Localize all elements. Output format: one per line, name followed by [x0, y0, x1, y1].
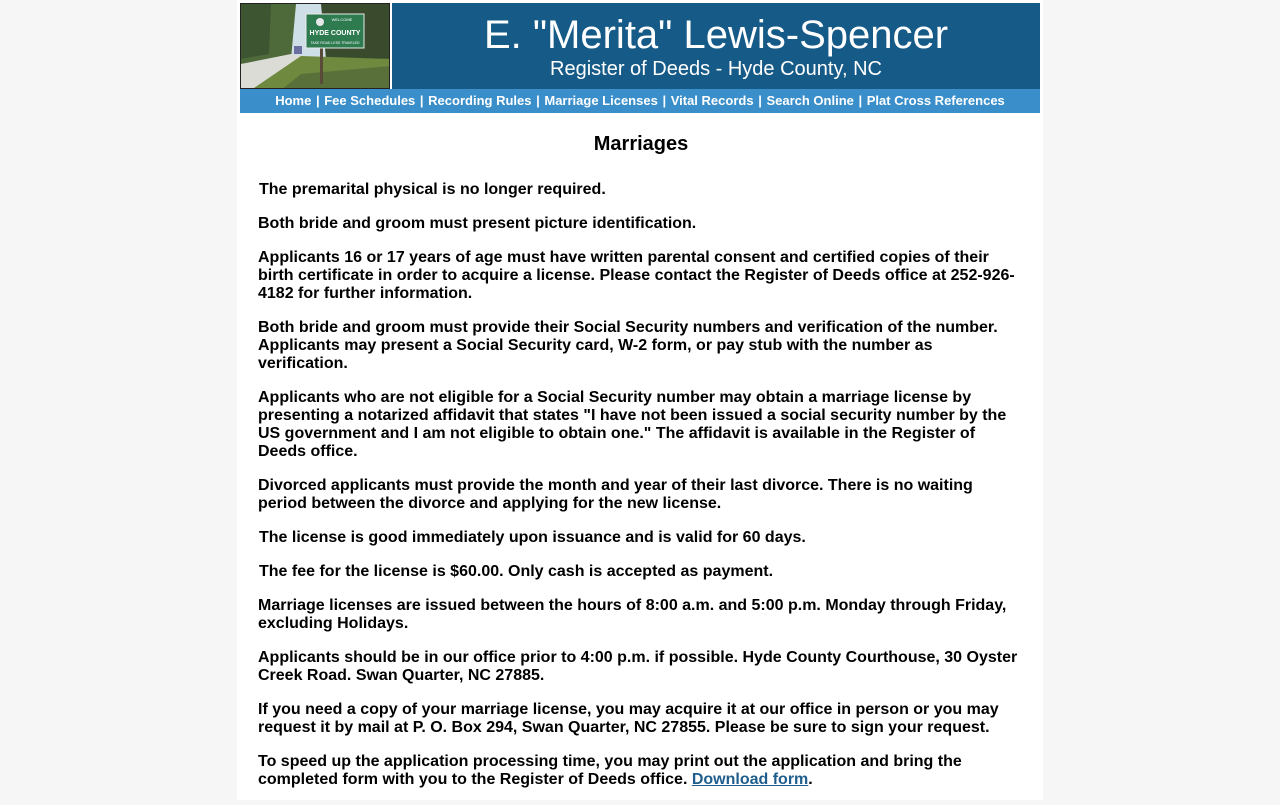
svg-text:TAKE ROAD LESS TRAVELED: TAKE ROAD LESS TRAVELED: [310, 41, 360, 45]
paragraph-social-security: Both bride and groom must provide their Social Security numbers and verification of the number. Applicants may present a Social Security card, W-2 form, or pay stub with the number as verification.: [258, 319, 998, 372]
nav-search-online[interactable]: Search Online: [766, 93, 854, 108]
nav-fee-schedules[interactable]: Fee Schedules: [324, 93, 416, 108]
nav-separator: |: [536, 93, 540, 108]
paragraph-premarital-physical: The premarital physical is no longer required.: [259, 181, 606, 198]
main-nav: [240, 89, 1040, 113]
header-title-block: [392, 3, 1040, 89]
nav-separator: |: [758, 93, 762, 108]
nav-separator: |: [315, 93, 320, 108]
page-title: Marriages: [593, 133, 689, 155]
site-title: E. "Merita" Lewis-Spencer: [483, 13, 949, 57]
nav-plat-cross-references[interactable]: Plat Cross References: [866, 93, 1005, 108]
nav-recording-rules[interactable]: Recording Rules: [428, 93, 532, 108]
paragraph-license-validity: The license is good immediately upon issuance and is valid for 60 days.: [259, 529, 806, 546]
svg-text:HYDE COUNTY: HYDE COUNTY: [309, 30, 361, 37]
paragraph-ssn-affidavit: Applicants who are not eligible for a Social Security number may obtain a marriage license by presenting a notarized affidavit that states "I have not been issued a social security number by the US government and I am not eligible to obtain one." The affidavit is available in the Register of Deeds office.: [258, 389, 1007, 460]
download-form-text: To speed up the application processing time, you may print out the application and bring the completed form with you to the Register of Deeds office.: [258, 753, 962, 788]
nav-separator: |: [419, 93, 424, 108]
paragraph-picture-id: Both bride and groom must present picture identification.: [258, 215, 697, 232]
download-form-suffix: .: [808, 771, 813, 788]
main-content: [258, 128, 1024, 805]
nav-marriage-licenses[interactable]: Marriage Licenses: [544, 93, 658, 108]
page-container: [237, 0, 1043, 800]
hyde-county-sign-photo: [240, 3, 390, 89]
svg-text:WELCOME: WELCOME: [331, 17, 353, 22]
paragraph-office-address: Applicants should be in our office prior to 4:00 p.m. if possible. Hyde County Courthouse, 30 Oyster Creek Road. Swan Quarter, NC 27885.: [258, 649, 1018, 684]
paragraph-office-hours: Marriage licenses are issued between the hours of 8:00 a.m. and 5:00 p.m. Monday through Friday, excluding Holidays.: [258, 597, 1007, 632]
site-subtitle: Register of Deeds - Hyde County, NC: [550, 58, 882, 80]
paragraph-license-fee: The fee for the license is $60.00. Only cash is accepted as payment.: [259, 563, 774, 580]
paragraph-license-copy: If you need a copy of your marriage license, you may acquire it at our office in person or you may request it by mail at P. O. Box 294, Swan Quarter, NC 27855. Please be sure to sign your request.: [258, 701, 999, 736]
nav-separator: |: [662, 93, 667, 108]
nav-vital-records[interactable]: Vital Records: [670, 93, 754, 108]
nav-separator: |: [858, 93, 863, 108]
paragraph-divorced-applicants: Divorced applicants must provide the month and year of their last divorce. There is no waiting period between the divorce and applying for the new license.: [258, 477, 973, 512]
download-form-link[interactable]: Download form: [691, 771, 809, 788]
site-header: [240, 3, 1040, 89]
nav-home[interactable]: Home: [275, 93, 312, 108]
road-sign-image-icon: [241, 4, 390, 89]
paragraph-download-form: [258, 753, 1024, 789]
paragraph-minor-applicants: Applicants 16 or 17 years of age must have written parental consent and certified copies of their birth certificate in order to acquire a license. Please contact the Register of Deeds office at 252-926-4182 for further information.: [258, 249, 1015, 302]
